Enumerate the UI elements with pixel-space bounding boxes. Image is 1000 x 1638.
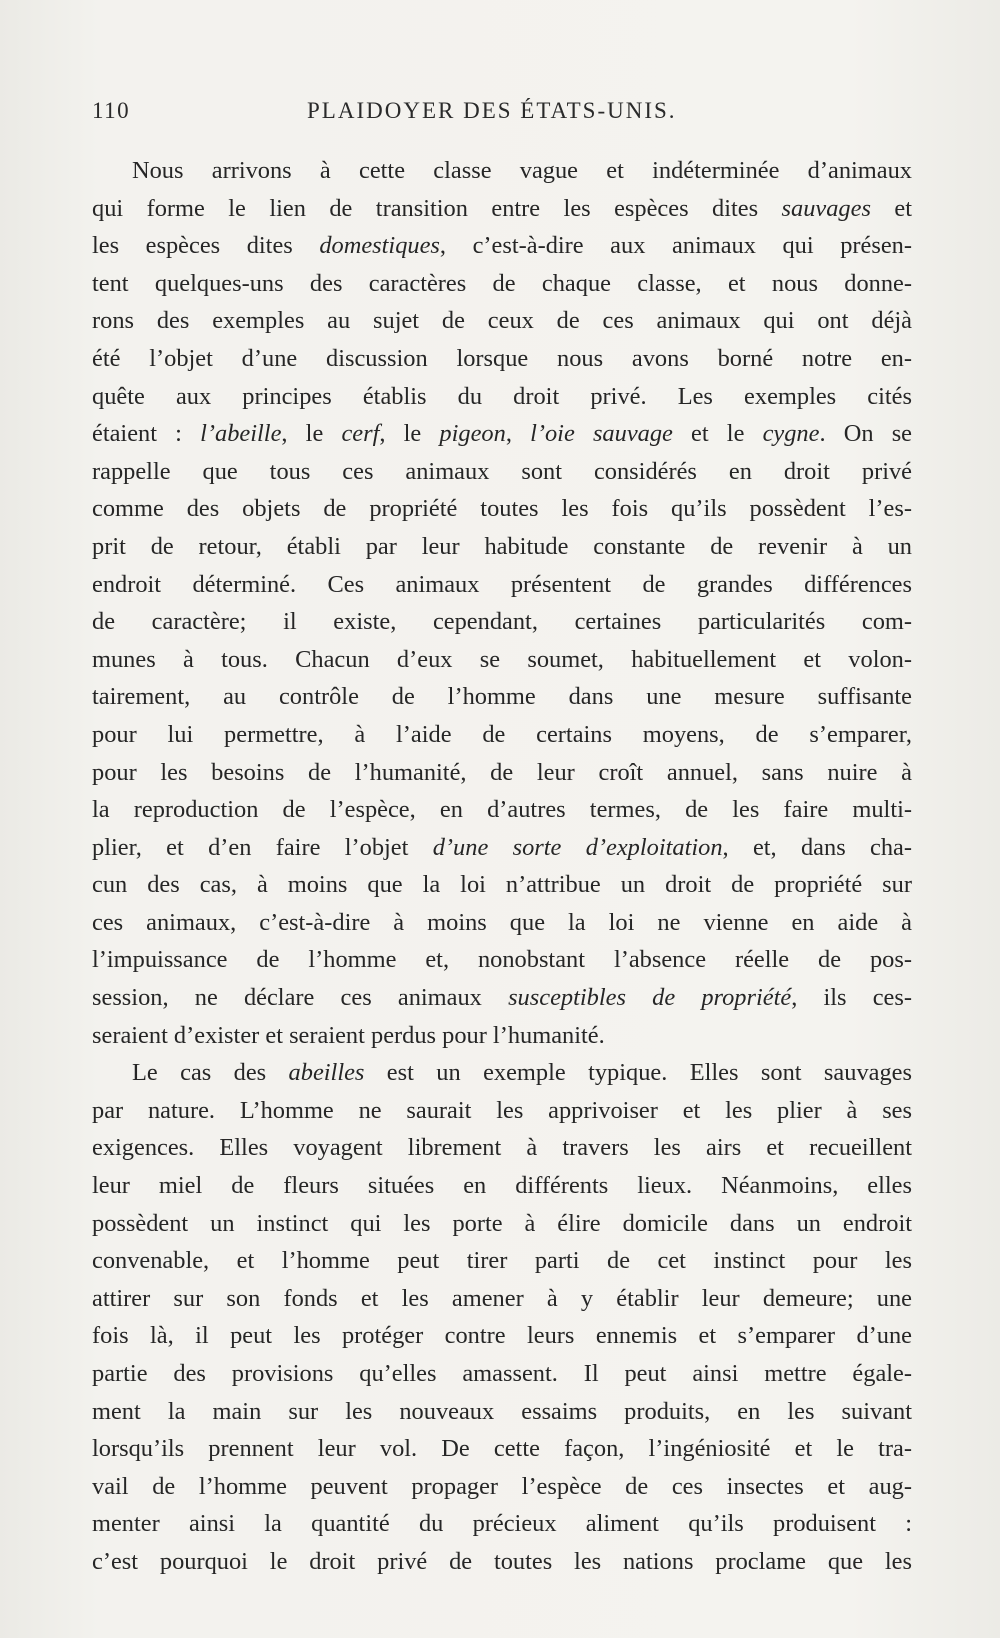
text-line: c’est pourquoi le droit privé de toutes les nations proclame que les: [92, 1547, 912, 1575]
italic-term: abeilles: [288, 1059, 365, 1087]
page-number: 110: [92, 98, 131, 123]
italic-term: cygne: [762, 420, 820, 448]
text-line: tent quelques-uns des caractères de chaque classe, et nous donne-: [92, 269, 912, 297]
text-line: Nous arrivons à cette classe vague et indéterminée d’animaux: [132, 157, 912, 184]
text-line: qui forme le lien de transition entre les espèces dites sauvages et: [92, 194, 912, 222]
text-line: prit de retour, établi par leur habitude constante de revenir à un: [92, 532, 912, 560]
text-line: session, ne déclare ces animaux susceptibles de propriété, ils ces-: [92, 984, 912, 1012]
text-line: lorsqu’ils prennent leur vol. De cette façon, l’ingéniosité et le tra-: [92, 1435, 912, 1463]
text-line: attirer sur son fonds et les amener à y établir leur demeure; une: [92, 1284, 912, 1312]
text-line: été l’objet d’une discussion lorsque nous avons borné notre en-: [92, 344, 912, 372]
italic-term: cerf: [341, 420, 380, 448]
italic-term: pigeon: [439, 420, 506, 448]
text-line: l’impuissance de l’homme et, nonobstant l’absence réelle de pos-: [92, 946, 912, 974]
text-line: ment la main sur les nouveaux essaims produits, en les suivant: [92, 1397, 912, 1425]
italic-term: d’une sorte d’exploitation: [432, 833, 723, 861]
text-line: vail de l’homme peuvent propager l’espèce de ces insectes et aug-: [92, 1472, 912, 1500]
text-line: rappelle que tous ces animaux sont considérés en droit privé: [92, 457, 912, 485]
text-line: pour lui permettre, à l’aide de certains moyens, de s’emparer,: [92, 720, 912, 748]
text-line: quête aux principes établis du droit privé. Les exemples cités: [92, 382, 912, 410]
text-line: ces animaux, c’est-à-dire à moins que la loi ne vienne en aide à: [92, 908, 912, 936]
text-line: tairement, au contrôle de l’homme dans une mesure suffisante: [92, 683, 912, 711]
text-line: pour les besoins de l’humanité, de leur croît annuel, sans nuire à: [92, 758, 912, 786]
text-line: possèdent un instinct qui les porte à élire domicile dans un endroit: [92, 1209, 912, 1237]
text-line: les espèces dites domestiques, c’est-à-dire aux animaux qui présen-: [92, 232, 912, 260]
text-line: comme des objets de propriété toutes les fois qu’ils possèdent l’es-: [92, 495, 912, 523]
running-head: [92, 98, 912, 134]
text-line: par nature. L’homme ne saurait les apprivoiser et les plier à ses: [92, 1096, 912, 1124]
text-line: convenable, et l’homme peut tirer parti de cet instinct pour les: [92, 1247, 912, 1275]
text-line: rons des exemples au sujet de ceux de ces animaux qui ont déjà: [92, 307, 912, 335]
text-line: Le cas des abeilles est un exemple typique. Elles sont sauvages: [132, 1059, 912, 1087]
italic-term: l’abeille: [200, 420, 282, 448]
text-line: endroit déterminé. Ces animaux présentent de grandes différences: [92, 570, 912, 598]
italic-term: l’oie sauvage: [530, 420, 673, 448]
text-line: de caractère; il existe, cependant, certaines particularités com-: [92, 608, 912, 636]
italic-term: sauvages: [781, 194, 871, 222]
text-line: la reproduction de l’espèce, en d’autres termes, de les faire multi-: [92, 796, 912, 824]
italic-term: susceptibles de propriété: [508, 984, 792, 1012]
text-line: seraient d’exister et seraient perdus pour l’humanité.: [92, 1021, 605, 1049]
paragraph: [92, 152, 912, 1054]
text-line: plier, et d’en faire l’objet d’une sorte d’exploitation, et, dans cha-: [92, 833, 912, 861]
italic-term: domestiques: [319, 232, 440, 260]
text-line: menter ainsi la quantité du précieux aliment qu’ils produisent :: [92, 1510, 912, 1538]
body-text: [92, 152, 912, 1581]
text-line: cun des cas, à moins que la loi n’attribue un droit de propriété sur: [92, 871, 912, 899]
text-line: leur miel de fleurs situées en différents lieux. Néanmoins, elles: [92, 1172, 912, 1200]
running-title: PLAIDOYER DES ÉTATS-UNIS.: [307, 98, 677, 123]
text-line: exigences. Elles voyagent librement à travers les airs et recueillent: [92, 1134, 912, 1162]
text-line: étaient : l’abeille, le cerf, le pigeon, l’oie sauvage et le cygne. On se: [92, 420, 913, 448]
text-line: partie des provisions qu’elles amassent. Il peut ainsi mettre égale-: [92, 1360, 912, 1387]
paragraph: [92, 1054, 912, 1580]
text-line: fois là, il peut les protéger contre leurs ennemis et s’emparer d’une: [92, 1322, 912, 1350]
text-line: munes à tous. Chacun d’eux se soumet, habituellement et volon-: [92, 645, 912, 673]
